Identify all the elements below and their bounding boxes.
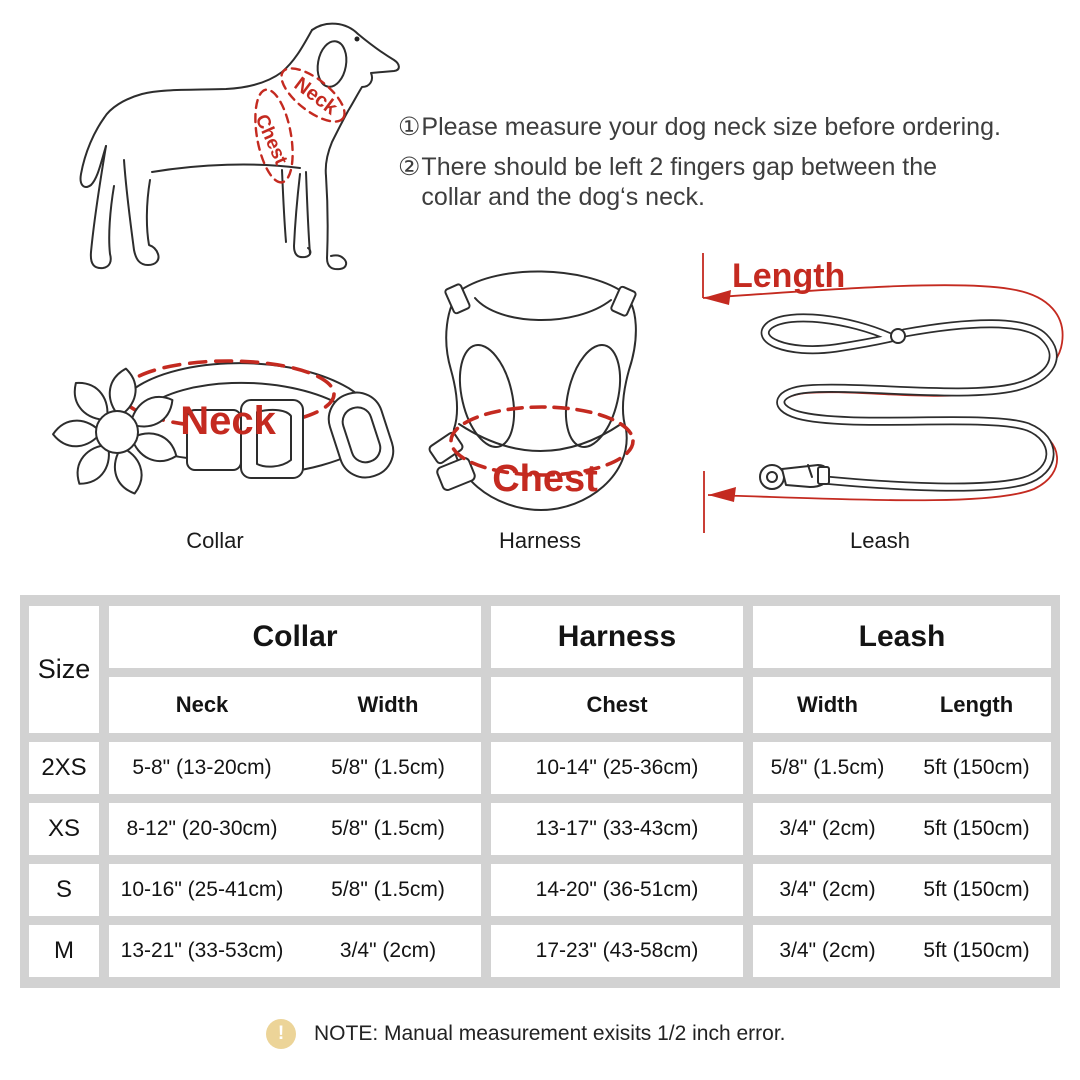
collar-flower xyxy=(53,367,182,497)
instruction-1 xyxy=(398,112,1048,142)
row-m-leash xyxy=(753,925,1051,977)
row-2xs-collar xyxy=(109,742,481,794)
harness-caption: Harness xyxy=(499,528,581,553)
row-2xs-leash xyxy=(753,742,1051,794)
dog-rear-near-leg xyxy=(124,160,159,265)
subheader-harness-chest: Chest xyxy=(491,677,743,733)
harness-band-top xyxy=(459,424,621,451)
dog-outline-drawing xyxy=(60,10,400,310)
row-2xs-collar-neck: 5-8" (13-20cm) xyxy=(132,756,272,779)
harness-right-adjuster xyxy=(610,286,636,317)
instructions-block xyxy=(398,112,1048,222)
dog-tail-path xyxy=(81,118,106,187)
row-2xs-leash-width: 5/8" (1.5cm) xyxy=(770,756,885,779)
collar-neck-label: Neck xyxy=(180,399,276,443)
collar-caption: Collar xyxy=(186,528,244,553)
leash-drawing xyxy=(690,245,1070,537)
instruction-2 xyxy=(398,152,1048,212)
leash-rope xyxy=(765,318,1053,487)
harness-right-armhole xyxy=(557,340,629,453)
dog-neck-label: Neck xyxy=(289,73,342,120)
col-header-size: Size xyxy=(29,606,99,733)
col-header-collar: Collar xyxy=(109,606,481,668)
row-xs-leash-length: 5ft (150cm) xyxy=(923,817,1030,840)
harness-outline-right xyxy=(461,271,636,429)
dog-rear-far-leg xyxy=(91,146,114,268)
row-m-leash-width: 3/4" (2cm) xyxy=(779,939,876,962)
row-xs-size: XS xyxy=(29,803,99,855)
collar-drawing xyxy=(35,330,395,530)
subheader-collar xyxy=(109,677,481,733)
row-xs-collar-neck: 8-12" (20-30cm) xyxy=(126,817,278,840)
subheader-collar-width: Width xyxy=(357,692,419,717)
row-2xs-size: 2XS xyxy=(29,742,99,794)
row-s-collar-width: 5/8" (1.5cm) xyxy=(331,878,445,901)
instruction-1-text: Please measure your dog neck size before ordering. xyxy=(421,113,1001,141)
row-xs-leash-width: 3/4" (2cm) xyxy=(779,817,876,840)
note-row xyxy=(266,1019,786,1049)
subheader-collar-neck: Neck xyxy=(175,692,229,717)
harness-left-adjuster xyxy=(444,283,470,314)
arrow-bottom-icon xyxy=(708,487,736,502)
size-table xyxy=(20,595,1060,988)
harness-chest-label: Chest xyxy=(492,458,598,500)
row-m-harness-chest: 17-23" (43-58cm) xyxy=(491,925,743,977)
row-s-collar xyxy=(109,864,481,916)
dog-front-near-leg-back xyxy=(306,172,310,254)
row-s-leash-width: 3/4" (2cm) xyxy=(779,878,876,901)
row-2xs-harness-chest: 10-14" (25-36cm) xyxy=(491,742,743,794)
row-m-collar xyxy=(109,925,481,977)
leash-length-label: Length xyxy=(732,257,846,295)
collar-flower-center xyxy=(96,411,138,453)
row-xs-collar xyxy=(109,803,481,855)
note-text: NOTE: Manual measurement exisits 1/2 inch error. xyxy=(314,1022,786,1045)
leash-figure xyxy=(690,245,1070,537)
leash-caption: Leash xyxy=(850,528,910,553)
harness-left-armhole xyxy=(451,340,523,453)
exclamation-icon: ! xyxy=(266,1019,296,1049)
row-m-collar-neck: 13-21" (33-53cm) xyxy=(120,939,284,962)
row-m-size: M xyxy=(29,925,99,977)
handle-ring xyxy=(891,329,905,343)
row-m-collar-width: 3/4" (2cm) xyxy=(339,939,437,962)
harness-figure xyxy=(425,248,655,530)
collar-figure xyxy=(35,330,395,530)
row-xs-collar-width: 5/8" (1.5cm) xyxy=(331,817,445,840)
subheader-leash xyxy=(753,677,1051,733)
subheader-leash-width: Width xyxy=(797,692,858,717)
arrow-top-icon xyxy=(703,290,731,305)
dog-front-near-leg xyxy=(326,176,346,269)
row-s-harness-chest: 14-20" (36-51cm) xyxy=(491,864,743,916)
row-m-leash-length: 5ft (150cm) xyxy=(923,939,1030,962)
row-xs-leash xyxy=(753,803,1051,855)
subheader-leash-length: Length xyxy=(939,692,1014,717)
col-header-leash: Leash xyxy=(753,606,1051,668)
row-s-size: S xyxy=(29,864,99,916)
harness-drawing xyxy=(425,248,655,530)
circled-number-1: ① xyxy=(398,113,421,141)
circled-number-2: ② xyxy=(398,153,421,181)
row-xs-harness-chest: 13-17" (33-43cm) xyxy=(491,803,743,855)
row-2xs-leash-length: 5ft (150cm) xyxy=(923,756,1030,779)
row-s-leash-length: 5ft (150cm) xyxy=(923,878,1030,901)
dog-chest-label: Chest xyxy=(250,111,292,169)
row-s-leash xyxy=(753,864,1051,916)
dog-ear xyxy=(314,39,350,89)
dog-eye xyxy=(355,37,360,42)
dog-measure-figure xyxy=(60,10,400,310)
harness-neckline xyxy=(475,298,611,320)
instruction-2-text: There should be left 2 fingers gap between the collar and the dog‘s neck. xyxy=(421,153,938,211)
snap-hook-icon xyxy=(760,465,829,489)
row-2xs-collar-width: 5/8" (1.5cm) xyxy=(331,756,445,779)
col-header-harness: Harness xyxy=(491,606,743,668)
row-s-collar-neck: 10-16" (25-41cm) xyxy=(120,878,284,901)
